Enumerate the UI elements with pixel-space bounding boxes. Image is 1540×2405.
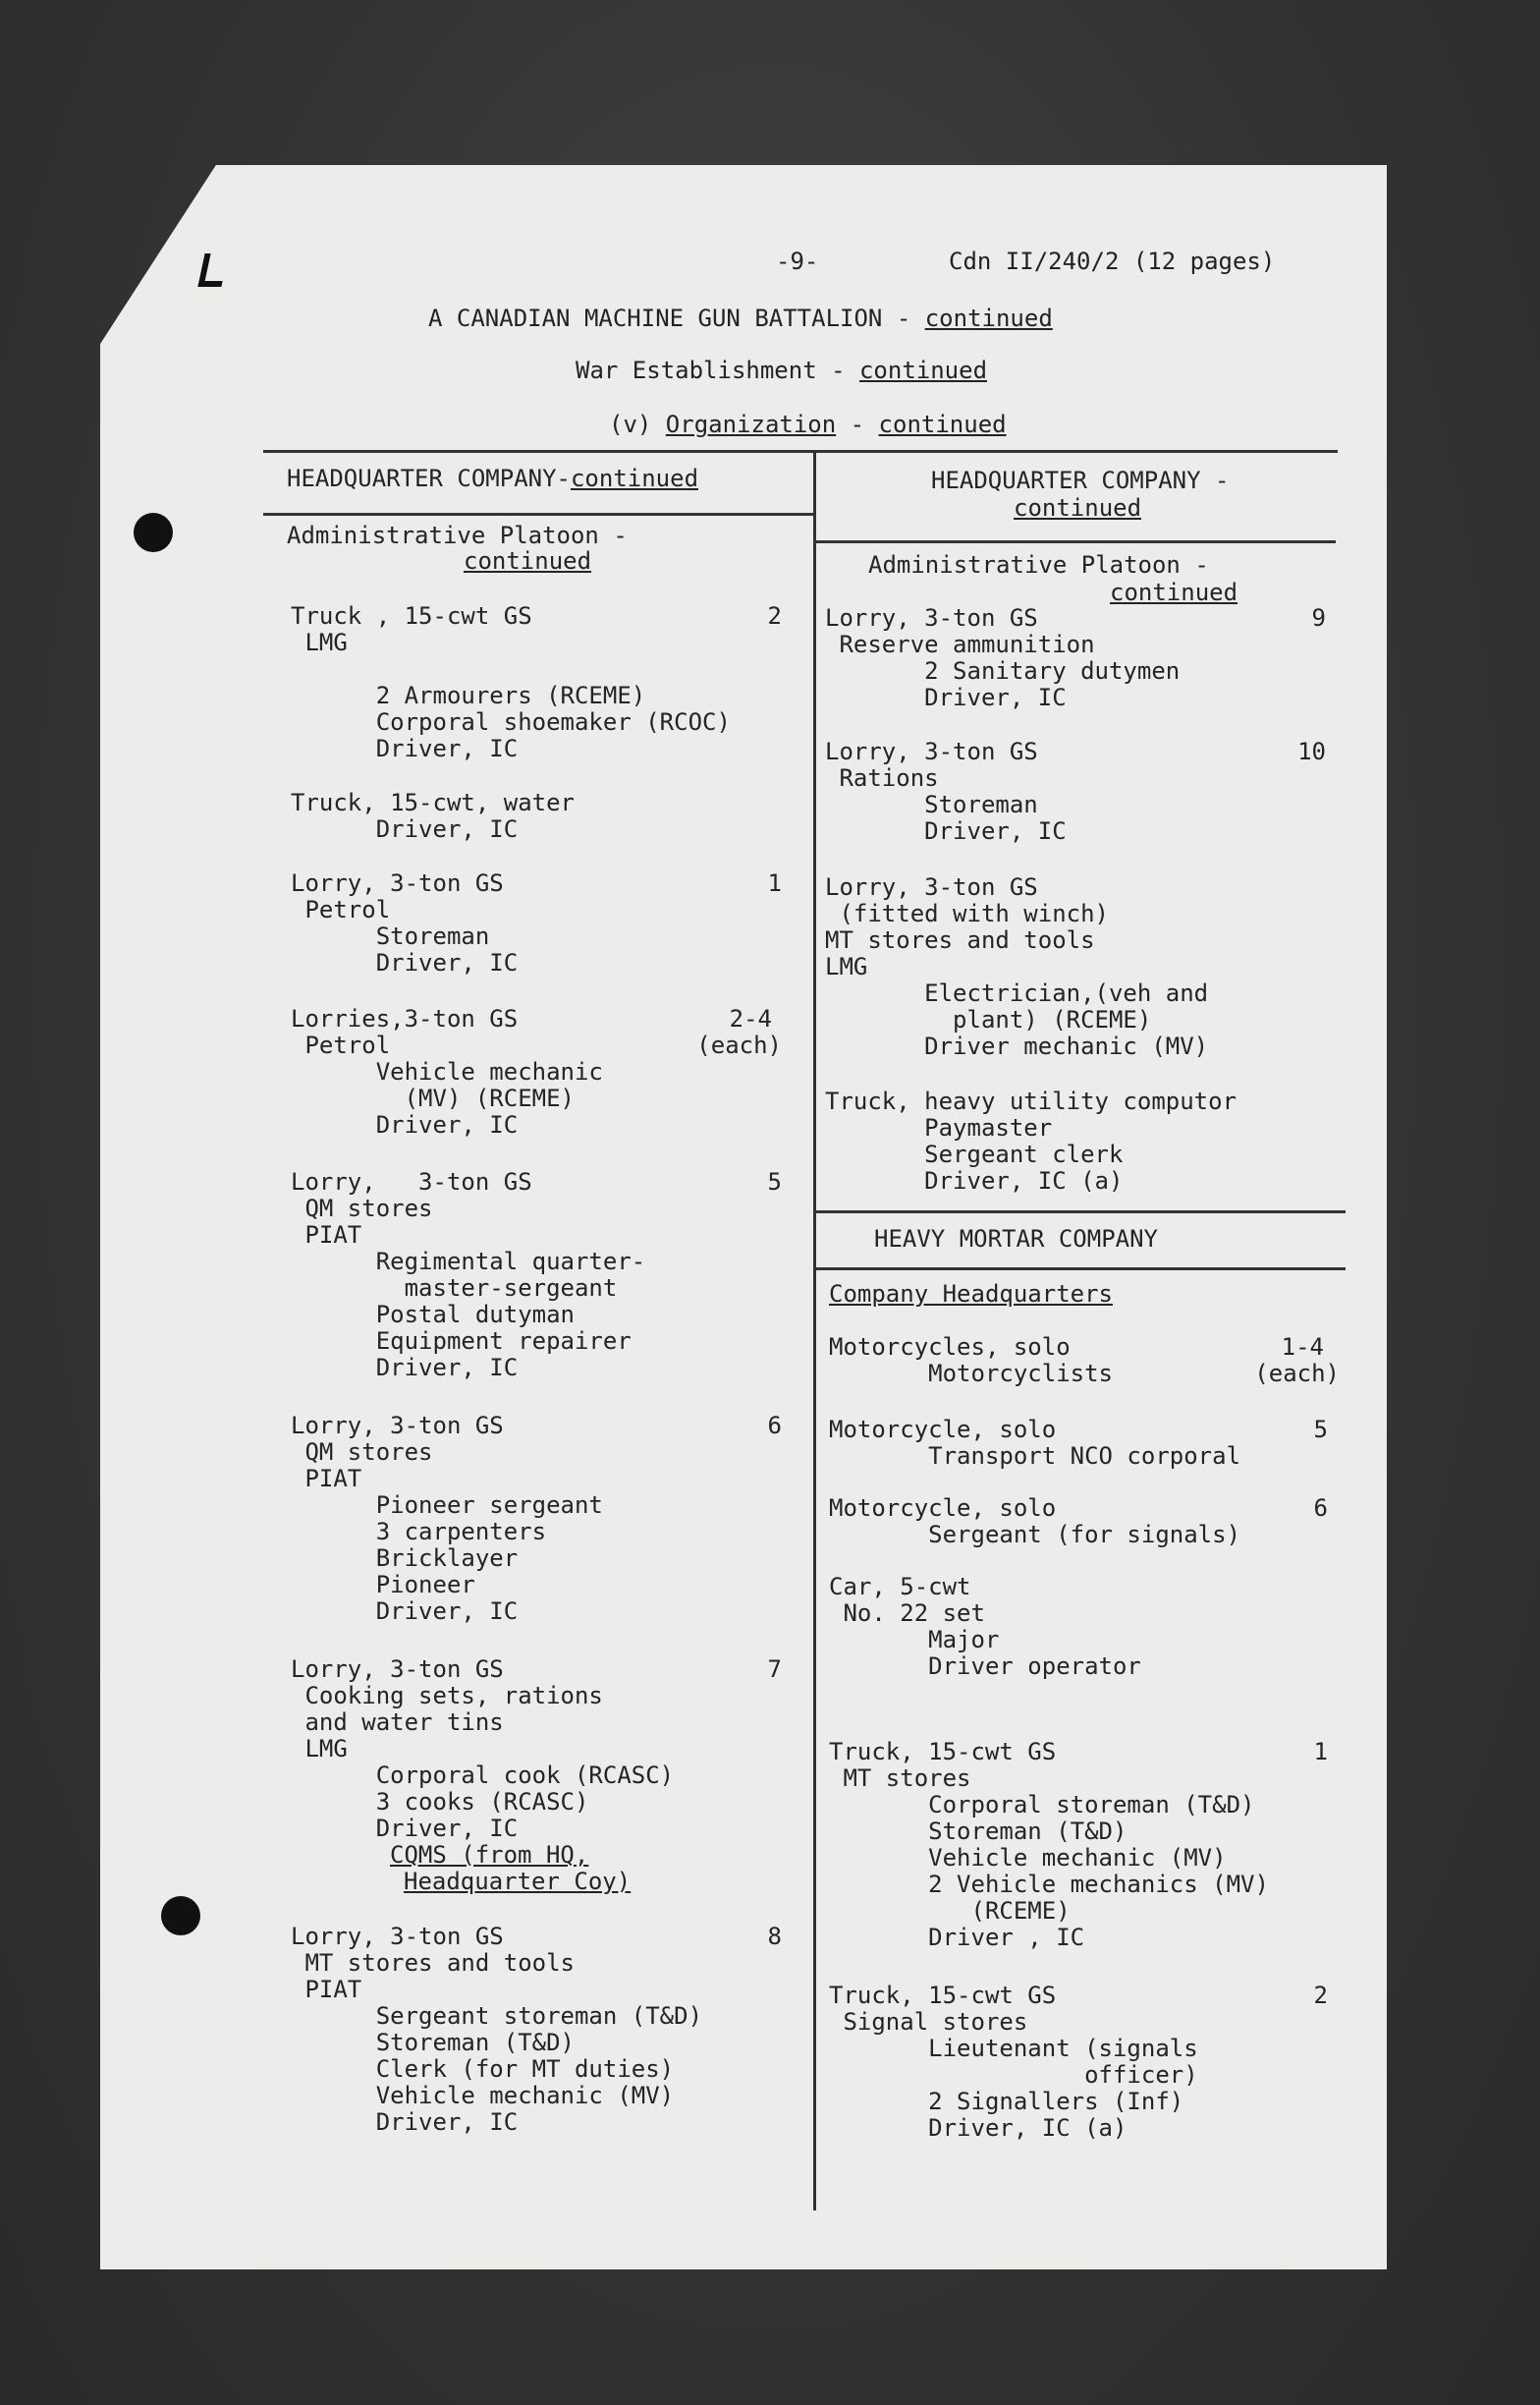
- entry-line: Driver mechanic (MV): [825, 1033, 1209, 1060]
- entry-line: Driver, IC (a): [829, 2114, 1128, 2142]
- left-platoon-continued: continued: [464, 547, 592, 575]
- entry-line: and water tins: [291, 1708, 504, 1736]
- entry-line: Driver, IC: [291, 1815, 519, 1842]
- right-platoon-continued: continued: [1110, 579, 1238, 606]
- entry-line: Driver , IC: [829, 1924, 1085, 1951]
- entry-serial: 10: [1297, 738, 1326, 765]
- section-number: (v): [609, 411, 666, 438]
- entry-line: Truck, 15-cwt GS: [829, 1738, 1057, 1765]
- entry-line: Lorry, 3-ton GS: [291, 869, 504, 897]
- entry-line: Lorry, 3-ton GS: [291, 1412, 504, 1439]
- entry-line: Driver, IC: [291, 2108, 519, 2136]
- entry-line: Driver, IC (a): [825, 1167, 1124, 1195]
- entry-line: Lorry, 3-ton GS: [825, 873, 1038, 901]
- entry-line: Petrol: [291, 896, 391, 923]
- right-platoon-heading: Administrative Platoon -: [868, 551, 1209, 579]
- top-rule: [263, 450, 1338, 453]
- page-number: -9-: [776, 248, 819, 275]
- entry-serial: 5: [767, 1168, 782, 1196]
- entry-line: LMG: [291, 629, 348, 656]
- entry-line: Petrol: [291, 1032, 391, 1059]
- entry-line: [291, 656, 782, 683]
- entry-line: Storeman (T&D): [829, 1818, 1128, 1845]
- left-company-heading: [287, 466, 698, 492]
- vehicle-entry: [291, 603, 782, 762]
- entry-line: Driver, IC: [291, 1111, 519, 1139]
- entry-line: Storeman: [825, 791, 1038, 818]
- left-company-name: HEADQUARTER COMPANY-: [287, 465, 571, 492]
- entry-line: Driver, IC: [291, 949, 519, 977]
- entry-line: Driver, IC: [291, 1354, 519, 1381]
- vehicle-entry: [291, 1169, 782, 1381]
- entry-line: Lorry, 3-ton GS: [825, 604, 1038, 632]
- vehicle-entry: [829, 1417, 1340, 1470]
- entry-serial: 6: [1313, 1494, 1328, 1522]
- entry-line: PIAT: [291, 1976, 362, 2003]
- entry-line: Pioneer sergeant: [291, 1491, 603, 1519]
- entry-line: Motorcycle, solo: [829, 1416, 1057, 1443]
- entry-line: Driver, IC: [291, 815, 519, 843]
- cqms-text: CQMS (from HQ,: [390, 1841, 589, 1869]
- entry-line: QM stores: [291, 1195, 433, 1222]
- entry-line: QM stores: [291, 1438, 433, 1466]
- entry-line: Corporal cook (RCASC): [291, 1762, 675, 1789]
- entry-serial: 2: [767, 602, 782, 630]
- vehicle-entry: [829, 1983, 1340, 2142]
- entry-line: Pioneer: [291, 1571, 475, 1598]
- entry-line: Corporal storeman (T&D): [829, 1791, 1255, 1818]
- entry-line: Motorcycles, solo: [829, 1333, 1071, 1361]
- entry-line: Driver, IC: [291, 735, 519, 762]
- heavy-mortar-company-heading: HEAVY MORTAR COMPANY: [874, 1225, 1158, 1253]
- column-divider: [813, 452, 816, 2210]
- vehicle-entry: [291, 1924, 782, 2136]
- entry-line: Signal stores: [829, 2008, 1028, 2036]
- entry-line: (fitted with winch): [825, 900, 1109, 927]
- entry-line: (RCEME): [829, 1897, 1071, 1925]
- entry-line: Sergeant clerk: [825, 1141, 1124, 1168]
- cqms-line: [291, 1869, 782, 1895]
- right-company-continued: continued: [1014, 494, 1142, 522]
- entry-line: Driver operator: [829, 1652, 1141, 1680]
- right-heading-rule: [815, 540, 1336, 543]
- title-continued: continued: [924, 305, 1053, 332]
- entry-line: Vehicle mechanic (MV): [291, 2082, 675, 2109]
- subtitle-continued: continued: [858, 357, 988, 384]
- entry-serial: 2: [1313, 1982, 1328, 2009]
- entry-line: plant) (RCEME): [825, 1006, 1152, 1034]
- entry-line: 2 Sanitary dutymen: [825, 657, 1181, 685]
- entry-serial-note: (each): [1254, 1360, 1340, 1387]
- entry-serial: 1: [767, 869, 782, 897]
- entry-line: Storeman (T&D): [291, 2029, 575, 2056]
- right-upper-rule: [815, 1210, 1346, 1213]
- entry-serial: 1: [1313, 1738, 1328, 1765]
- punch-hole-top: [134, 513, 173, 552]
- entry-line: Electrician,(veh and: [825, 979, 1209, 1007]
- vehicle-entry: [291, 790, 782, 843]
- entry-line: MT stores and tools: [825, 926, 1095, 954]
- vehicle-entry: [291, 1006, 782, 1139]
- entry-line: Vehicle mechanic (MV): [829, 1844, 1227, 1872]
- entry-line: officer): [829, 2061, 1198, 2089]
- left-heading-rule: [263, 513, 813, 516]
- entry-line: Rations: [825, 764, 939, 792]
- entry-line: Storeman: [291, 923, 490, 950]
- entry-line: 2 Signallers (Inf): [829, 2088, 1184, 2115]
- entry-line: (MV) (RCEME): [291, 1085, 575, 1112]
- title-text: A CANADIAN MACHINE GUN BATTALION -: [428, 305, 925, 332]
- left-platoon-heading: Administrative Platoon -: [287, 522, 628, 549]
- entry-line: PIAT: [291, 1465, 362, 1492]
- entry-line: Motorcycle, solo: [829, 1494, 1057, 1522]
- right-company-heading: HEADQUARTER COMPANY -: [931, 467, 1230, 494]
- entry-line: 2 Armourers (RCEME): [291, 682, 646, 709]
- company-headquarters-heading: Company Headquarters: [829, 1280, 1113, 1308]
- vehicle-entry: [291, 1413, 782, 1625]
- entry-line: Paymaster: [825, 1114, 1053, 1142]
- entry-serial-note: (each): [696, 1032, 782, 1059]
- entry-line: Truck, 15-cwt, water: [291, 789, 575, 816]
- cqms-text: Headquarter Coy): [404, 1868, 632, 1895]
- vehicle-entry: [829, 1334, 1340, 1387]
- entry-line: Cooking sets, rations: [291, 1682, 603, 1709]
- vehicle-entry: [291, 1656, 782, 1895]
- entry-serial: 1-4: [1281, 1333, 1324, 1361]
- entry-serial: 2-4: [729, 1005, 772, 1033]
- entry-line: Postal dutyman: [291, 1301, 575, 1328]
- entry-line: Lieutenant (signals: [829, 2035, 1198, 2062]
- entry-line: Regimental quarter-: [291, 1248, 646, 1275]
- entry-line: Clerk (for MT duties): [291, 2055, 675, 2083]
- entry-line: Truck, heavy utility computor: [825, 1088, 1238, 1115]
- section-name: Organization: [665, 411, 837, 438]
- entry-line: Vehicle mechanic: [291, 1058, 603, 1086]
- entry-line: master-sergeant: [291, 1274, 618, 1302]
- entry-line: 2 Vehicle mechanics (MV): [829, 1871, 1269, 1898]
- entry-line: 3 cooks (RCASC): [291, 1788, 589, 1816]
- vehicle-entry: [825, 1089, 1326, 1195]
- entry-serial: 9: [1311, 604, 1326, 632]
- entry-line: Corporal shoemaker (RCOC): [291, 708, 731, 736]
- subtitle-text: War Establishment -: [576, 357, 859, 384]
- entry-line: Reserve ammunition: [825, 631, 1095, 658]
- entry-serial: 8: [767, 1923, 782, 1950]
- entry-line: Sergeant storeman (T&D): [291, 2002, 703, 2030]
- punch-hole-bottom: [161, 1896, 200, 1935]
- cqms-line: [291, 1842, 782, 1869]
- entry-line: Lorry, 3-ton GS: [825, 738, 1038, 765]
- vehicle-entry: [829, 1739, 1340, 1951]
- entry-serial: 6: [767, 1412, 782, 1439]
- entry-line: Equipment repairer: [291, 1327, 632, 1355]
- entry-line: Lorry, 3-ton GS: [291, 1923, 504, 1950]
- entry-line: LMG: [825, 953, 868, 980]
- vehicle-entry: [825, 605, 1326, 711]
- entry-serial: 5: [1313, 1416, 1328, 1443]
- entry-line: PIAT: [291, 1221, 362, 1249]
- vehicle-entry: [825, 874, 1326, 1060]
- entry-serial: 7: [767, 1655, 782, 1683]
- entry-line: Truck, 15-cwt GS: [829, 1982, 1057, 2009]
- section-heading: [609, 411, 1007, 438]
- entry-line: Major: [829, 1626, 1000, 1653]
- entry-line: Truck , 15-cwt GS: [291, 602, 532, 630]
- entry-line: Driver, IC: [825, 817, 1067, 845]
- section-continued: continued: [878, 411, 1007, 438]
- entry-line: 3 carpenters: [291, 1518, 547, 1545]
- entry-line: Motorcyclists: [829, 1360, 1113, 1387]
- entry-line: Lorry, 3-ton GS: [291, 1655, 504, 1683]
- entry-line: MT stores: [829, 1764, 971, 1792]
- entry-line: No. 22 set: [829, 1599, 985, 1627]
- entry-line: Driver, IC: [825, 684, 1067, 711]
- section-dash: -: [836, 411, 879, 438]
- entry-line: Lorry, 3-ton GS: [291, 1168, 532, 1196]
- entry-line: Transport NCO corporal: [829, 1442, 1241, 1470]
- document-reference: Cdn II/240/2 (12 pages): [949, 248, 1276, 275]
- document-subtitle: [576, 357, 987, 384]
- entry-line: LMG: [291, 1735, 348, 1762]
- vehicle-entry: [829, 1495, 1340, 1548]
- left-company-continued: continued: [570, 465, 699, 492]
- vehicle-entry: [825, 739, 1326, 845]
- vehicle-entry: [291, 870, 782, 977]
- entry-line: Lorries,3-ton GS: [291, 1005, 519, 1033]
- entry-line: Car, 5-cwt: [829, 1573, 971, 1600]
- document-title: [428, 305, 1053, 332]
- vehicle-entry: [829, 1574, 1340, 1680]
- entry-line: Driver, IC: [291, 1597, 519, 1625]
- entry-line: Sergeant (for signals): [829, 1521, 1241, 1548]
- entry-line: Bricklayer: [291, 1544, 519, 1572]
- entry-line: MT stores and tools: [291, 1949, 575, 1977]
- right-lower-rule: [815, 1267, 1346, 1270]
